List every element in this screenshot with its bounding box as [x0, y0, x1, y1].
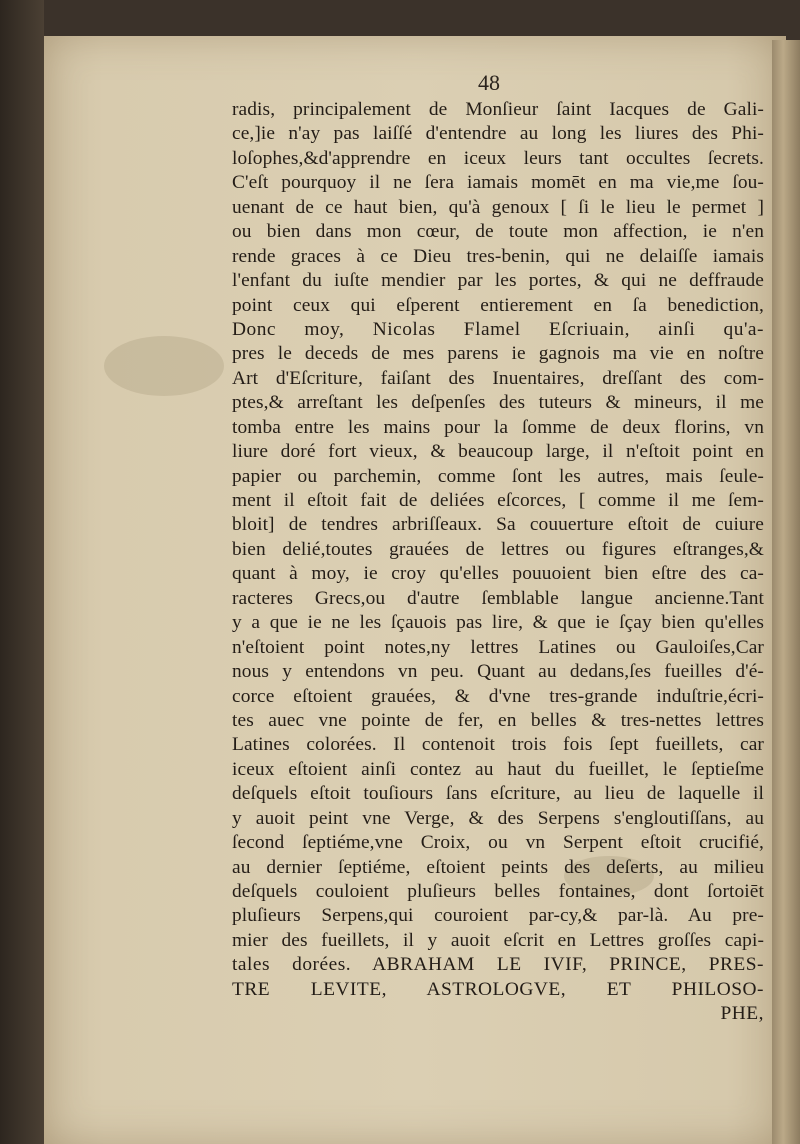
text-line: n'eſtoient point notes,ny lettres Latines ou Gauloiſes,Car — [232, 636, 764, 658]
text-line: Donc moy, Nicolas Flamel Eſcriuain, ainſi qu'a- — [232, 318, 764, 340]
text-line: C'eſt pourquoy il ne ſera iamais momēt en ma vie,me ſou- — [232, 172, 764, 194]
text-line: TRE LEVITE, ASTROLOGVE, ET PHILOSO- — [232, 978, 764, 1000]
text-line: loſophes,&d'apprendre en iceux leurs tant occultes ſecrets. — [232, 147, 764, 169]
text-line: PHE, — [720, 1003, 764, 1025]
text-line: racteres Grecs,ou d'autre ſemblable langue ancienne.Tant — [232, 587, 764, 609]
text-line: liure doré fort vieux, & beaucoup large, il n'eſtoit point en — [232, 441, 764, 463]
text-line: ce,]ie n'ay pas laiſſé d'entendre au long les liures des Phi- — [232, 123, 764, 145]
text-line: nous y entendons vn peu. Quant au dedans,ſes fueilles d'é- — [232, 661, 764, 683]
text-line: point ceux qui eſperent entierement en ſa benediction, — [232, 294, 764, 316]
text-line: bien delié,toutes grauées de lettres ou figures eſtranges,& — [232, 538, 764, 560]
text-line: pluſieurs Serpens,qui couroient par-cy,& par-là. Au pre- — [232, 905, 764, 927]
page-number: 48 — [478, 70, 500, 95]
text-line: rende graces à ce Dieu tres-benin, qui ne delaiſſe iamais — [232, 245, 764, 267]
text-line: ment il eſtoit fait de deliées eſcorces, [ comme il me ſem- — [232, 490, 764, 511]
text-line: deſquels eſtoit touſiours ſans eſcriture, au lieu de laquelle il — [232, 783, 764, 805]
text-line: Art d'Eſcriture, faiſant des Inuentaires, dreſſant des com- — [232, 367, 764, 389]
page-edge — [772, 40, 800, 1144]
text-line: ptes,& arreſtant les deſpenſes des tuteurs & mineurs, il me — [232, 392, 764, 414]
text-line: pres le deceds de mes parens ie gagnois ma vie en noſtre — [232, 343, 764, 365]
text-line: iceux eſtoient ainſi contez au haut du fueillet, le ſeptieſme — [232, 758, 764, 780]
text-line: uenant de ce haut bien, qu'à genoux [ ſi le lieu le permet ] — [232, 196, 764, 218]
paper-stain — [104, 336, 224, 396]
text-line: quant à moy, ie croy qu'elles pouuoient bien eſtre des ca- — [232, 563, 764, 585]
text-line: l'enfant du iuſte mendier par les portes, & qui ne deffraude — [232, 270, 764, 292]
text-line: y auoit peint vne Verge, & des Serpens s'engloutiſſans, au — [232, 807, 764, 829]
text-line: au dernier ſeptiéme, eſtoient peints des deſerts, au milieu — [232, 856, 764, 878]
text-line: deſquels couloient pluſieurs belles fontaines, dont ſortoiēt — [232, 881, 764, 902]
text-line: ſecond ſeptiéme,vne Croix, ou vn Serpent eſtoit crucifié, — [232, 832, 764, 854]
text-line: papier ou parchemin, comme ſont les autres, mais ſeule- — [232, 465, 764, 487]
text-line: tales dorées. ABRAHAM LE IVIF, PRINCE, PRES- — [232, 954, 764, 976]
text-line: ou bien dans mon cœur, de toute mon affection, ie n'en — [232, 221, 764, 243]
text-line: bloit] de tendres arbriſſeaux. Sa couuerture eſtoit de cuiure — [232, 514, 764, 536]
text-line: tes auec vne pointe de fer, en belles & tres-nettes lettres — [232, 709, 764, 731]
binding-shadow — [0, 0, 44, 1144]
text-line: radis, principalement de Monſieur ſaint Iacques de Gali- — [232, 99, 764, 120]
text-line: mier des fueillets, il y auoit eſcrit en Lettres groſſes capi- — [232, 929, 764, 951]
text-line: Latines colorées. Il contenoit trois fois ſept fueillets, car — [232, 734, 764, 756]
text-line: tomba entre les mains pour la ſomme de deux florins, vn — [232, 416, 764, 438]
text-line: corce eſtoient grauées, & d'vne tres-grande induſtrie,écri- — [232, 685, 764, 707]
text-line: y a que ie ne les ſçauois pas lire, & que ie ſçay bien qu'elles — [232, 612, 764, 634]
body-text — [232, 98, 764, 1027]
